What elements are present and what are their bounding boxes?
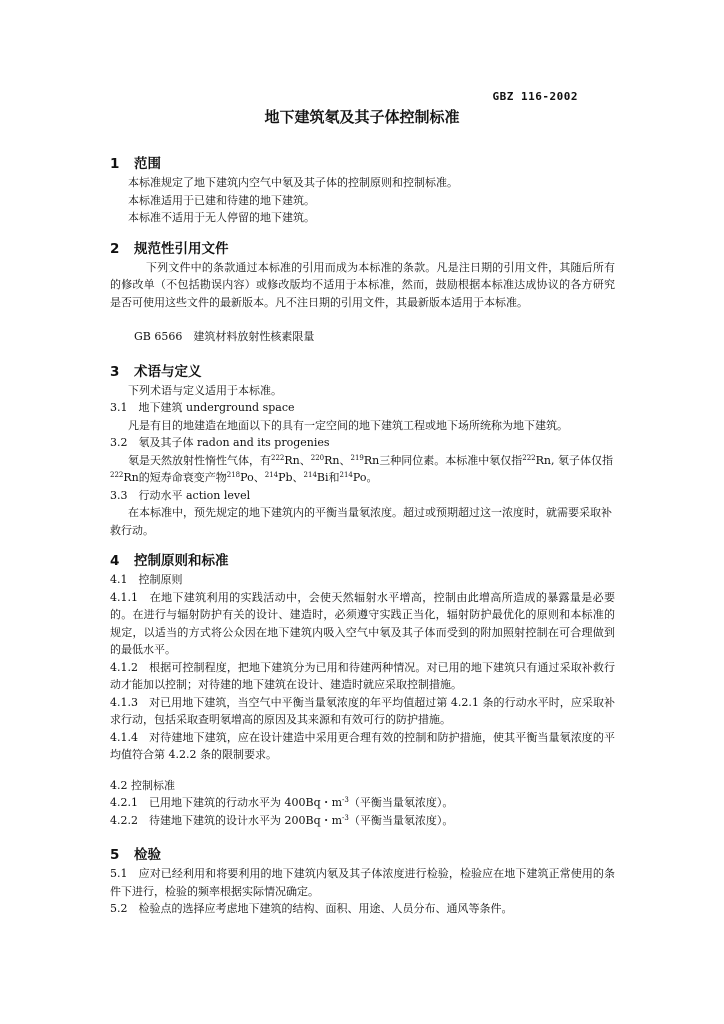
clause-4-2-2: 4.2.2 待建地下建筑的设计水平为 200Bq・$m^{-3}$（平衡当量氡浓度）。 xyxy=(110,813,454,827)
terms-intro: 下列术语与定义适用于本标准。 xyxy=(128,383,282,397)
term-3-2-body: 氡是天然放射性惰性气体，有$^{222}$Rn、$^{220}$Rn、$^{219}$Rn三种同位素。本标准中氡仅指$^{222}$Rn, 氡子体仅指$^{222}$Rn的短寿命衰变产物$^{218}$Po、$^{214}$Pb、$^{214}$Bi和$^{214}$Po。 xyxy=(110,453,613,484)
section-terms xyxy=(110,363,615,540)
term-3-3-heading: 3.3 行动水平 action level xyxy=(110,488,251,502)
section-normative-references xyxy=(110,240,615,346)
references-paragraph: 下列文件中的条款通过本标准的引用而成为本标准的条款。凡是注日期的引用文件，其随后所有的修改单（不包括勘误内容）或修改版均不适用于本标准，然而，鼓励根据本标准达成协议的各方研究是否可使用这些文件的最新版本。凡不注日期的引用文件，其最新版本适用于本标准。 xyxy=(110,260,615,309)
section-heading: 5 检验 xyxy=(110,847,161,863)
reference-item: GB 6566 建筑材料放射性核素限量 xyxy=(134,330,315,343)
term-3-1-body: 凡是有目的地建造在地面以下的具有一定空间的地下建筑工程或地下场所统称为地下建筑。 xyxy=(128,418,568,432)
section-heading: 4 控制原则和标准 xyxy=(110,553,229,569)
document-body xyxy=(110,155,615,918)
clause-4-1-2: 4.1.2 根据可控制程度，把地下建筑分为已用和待建两种情况。对已用的地下建筑只有通过采取补救行动才能加以控制；对待建的地下建筑在设计、建造时就应采取控制措施。 xyxy=(110,660,615,691)
section-heading: 3 术语与定义 xyxy=(110,363,202,380)
section-control-principles xyxy=(110,552,615,829)
clause-4-1-4: 4.1.4 对待建地下建筑，应在设计建造中采用更合理有效的控制和防护措施，使其平衡当量氡浓度的平均值符合第 4.2.2 条的限制要求。 xyxy=(110,730,615,761)
term-3-1-heading: 3.1 地下建筑 underground space xyxy=(110,401,295,414)
section-inspection xyxy=(110,846,615,918)
subsection-4-2-heading: 4.2 控制标准 xyxy=(110,778,175,792)
scope-line-3: 本标准不适用于无人停留的地下建筑。 xyxy=(128,211,315,224)
subsection-4-1-heading: 4.1 控制原则 xyxy=(110,573,183,586)
section-heading: 2 规范性引用文件 xyxy=(110,240,229,257)
scope-line-1: 本标准规定了地下建筑内空气中氡及其子体的控制原则和控制标准。 xyxy=(128,176,458,189)
term-3-2-heading: 3.2 氡及其子体 radon and its progenies xyxy=(110,436,330,449)
term-3-3-body: 在本标准中，预先规定的地下建筑内的平衡当量氡浓度。超过或预期超过这一浓度时，就需要采取补救行动。 xyxy=(110,506,612,537)
scope-line-2: 本标准适用于已建和待建的地下建筑。 xyxy=(128,193,315,207)
document-title: 地下建筑氡及其子体控制标准 xyxy=(264,108,460,126)
clause-4-1-3: 4.1.3 对已用地下建筑，当空气中平衡当量氡浓度的年平均值超过第 4.2.1 条的行动水平时，应采取补求行动，包括采取查明氡增高的原因及其来源和有效可行的防护措施。 xyxy=(110,695,615,726)
section-scope xyxy=(110,155,615,227)
clause-4-2-1: 4.2.1 已用地下建筑的行动水平为 400Bq・$m^{-3}$（平衡当量氡浓度）。 xyxy=(110,796,454,809)
clause-5-2: 5.2 检验点的选择应考虑地下建筑的结构、面积、用途、人员分布、通风等条件。 xyxy=(110,902,513,915)
clause-5-1: 5.1 应对已经利用和将要利用的地下建筑内氡及其子体浓度进行检验，检验应在地下建筑正常使用的条件下进行，检验的频率根据实际情况确定。 xyxy=(110,867,615,898)
standard-code: GBZ 116-2002 xyxy=(492,90,578,103)
clause-4-1-1: 4.1.1 在地下建筑利用的实践活动中，会使天然辐射水平增高，控制由此增高所造成的暴露量是必要的。在进行与辐射防护有关的设计、建造时，必须遵守实践正当化，辐射防护最优化的原则和本标准的规定，以适当的方式将公众因在地下建筑内吸入空气中氡及其子体而受到的附加照射控制在可合理做到的最低水平。 xyxy=(110,590,615,656)
section-heading: 1 范围 xyxy=(110,156,161,172)
